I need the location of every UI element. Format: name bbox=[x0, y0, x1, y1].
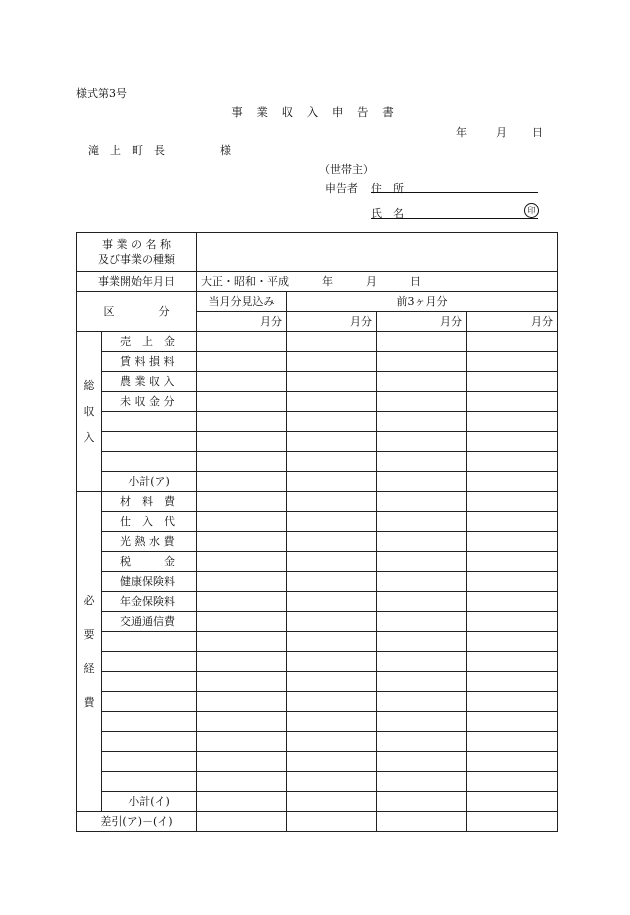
amount-cell[interactable] bbox=[197, 352, 287, 372]
amount-cell[interactable] bbox=[467, 672, 558, 692]
expense-row bbox=[77, 592, 558, 612]
amount-cell[interactable] bbox=[377, 652, 467, 672]
date-line bbox=[456, 124, 543, 140]
business-name-label bbox=[77, 233, 197, 272]
expense-item-label bbox=[102, 692, 197, 712]
amount-cell[interactable] bbox=[467, 432, 558, 452]
amount-cell[interactable] bbox=[287, 512, 377, 532]
start-date-label: 事業開始年月日 bbox=[77, 272, 197, 292]
amount-cell[interactable] bbox=[197, 512, 287, 532]
amount-cell[interactable] bbox=[467, 392, 558, 412]
income-item-label bbox=[102, 432, 197, 452]
start-date-row bbox=[77, 272, 558, 292]
income-row bbox=[77, 432, 558, 452]
expense-row bbox=[77, 752, 558, 772]
income-row bbox=[77, 412, 558, 432]
form-number: 様式第3号 bbox=[76, 87, 127, 100]
difference-row bbox=[77, 812, 558, 832]
amount-cell[interactable] bbox=[287, 812, 377, 832]
business-name-label-line2: 及び事業の種類 bbox=[98, 253, 175, 266]
income-row bbox=[77, 452, 558, 472]
amount-cell[interactable] bbox=[377, 392, 467, 412]
income-declaration-table bbox=[76, 232, 558, 832]
business-name-row bbox=[77, 233, 558, 272]
amount-cell[interactable] bbox=[377, 792, 467, 812]
amount-cell[interactable] bbox=[287, 452, 377, 472]
expense-row bbox=[77, 632, 558, 652]
amount-cell[interactable] bbox=[467, 712, 558, 732]
expense-row bbox=[77, 572, 558, 592]
amount-cell[interactable] bbox=[467, 752, 558, 772]
amount-cell[interactable] bbox=[467, 692, 558, 712]
expense-item-label: 税 金 bbox=[102, 552, 197, 572]
amount-cell[interactable] bbox=[287, 732, 377, 752]
date-year: 年 bbox=[456, 126, 467, 139]
amount-cell[interactable] bbox=[197, 632, 287, 652]
expense-row bbox=[77, 512, 558, 532]
amount-cell[interactable] bbox=[377, 732, 467, 752]
amount-cell[interactable] bbox=[197, 372, 287, 392]
expense-group-label bbox=[77, 492, 102, 812]
amount-cell[interactable] bbox=[467, 572, 558, 592]
amount-cell[interactable] bbox=[197, 672, 287, 692]
amount-cell[interactable] bbox=[197, 752, 287, 772]
amount-cell[interactable] bbox=[287, 472, 377, 492]
amount-cell[interactable] bbox=[377, 332, 467, 352]
expense-row bbox=[77, 492, 558, 512]
difference-label: 差引(ア)－(イ) bbox=[77, 812, 197, 832]
expense-item-label bbox=[102, 652, 197, 672]
amount-cell[interactable] bbox=[197, 332, 287, 352]
amount-cell[interactable] bbox=[467, 472, 558, 492]
expense-item-label: 光 熱 水 費 bbox=[102, 532, 197, 552]
amount-cell[interactable] bbox=[377, 752, 467, 772]
amount-cell[interactable] bbox=[287, 412, 377, 432]
seal-mark: 印 bbox=[524, 203, 539, 218]
amount-cell[interactable] bbox=[377, 432, 467, 452]
amount-cell[interactable] bbox=[197, 792, 287, 812]
income-subtotal-row bbox=[77, 472, 558, 492]
amount-cell[interactable] bbox=[467, 652, 558, 672]
householder-note: （世帯主） bbox=[319, 163, 374, 176]
amount-cell[interactable] bbox=[197, 412, 287, 432]
income-row bbox=[77, 332, 558, 352]
income-item-label: 農 業 収 入 bbox=[102, 372, 197, 392]
amount-cell[interactable] bbox=[467, 512, 558, 532]
amount-cell[interactable] bbox=[287, 592, 377, 612]
expense-item-label bbox=[102, 672, 197, 692]
expense-item-label bbox=[102, 772, 197, 792]
amount-cell[interactable] bbox=[377, 492, 467, 512]
amount-cell[interactable] bbox=[377, 372, 467, 392]
income-subtotal-label: 小計(ア) bbox=[102, 472, 197, 492]
amount-cell[interactable] bbox=[287, 612, 377, 632]
amount-cell[interactable] bbox=[197, 492, 287, 512]
amount-cell[interactable] bbox=[287, 372, 377, 392]
amount-cell[interactable] bbox=[197, 652, 287, 672]
expense-row bbox=[77, 712, 558, 732]
amount-cell[interactable] bbox=[467, 592, 558, 612]
amount-cell[interactable] bbox=[467, 352, 558, 372]
amount-cell[interactable] bbox=[197, 812, 287, 832]
amount-cell[interactable] bbox=[197, 572, 287, 592]
amount-cell[interactable] bbox=[467, 732, 558, 752]
applicant-label: 申告者 bbox=[325, 182, 358, 195]
amount-cell[interactable] bbox=[467, 532, 558, 552]
amount-cell[interactable] bbox=[197, 452, 287, 472]
prev-three-months-header: 前3ヶ月分 bbox=[287, 292, 558, 312]
amount-cell[interactable] bbox=[287, 752, 377, 772]
name-field[interactable] bbox=[371, 218, 538, 219]
income-group-text: 総収入 bbox=[83, 378, 95, 444]
amount-cell[interactable] bbox=[197, 532, 287, 552]
amount-cell[interactable] bbox=[287, 672, 377, 692]
income-item-label bbox=[102, 412, 197, 432]
amount-cell[interactable] bbox=[287, 532, 377, 552]
expense-row bbox=[77, 552, 558, 572]
month-unit-cell: 月分 bbox=[467, 312, 558, 332]
amount-cell[interactable] bbox=[377, 712, 467, 732]
amount-cell[interactable] bbox=[377, 692, 467, 712]
income-item-label: 未 収 金 分 bbox=[102, 392, 197, 412]
amount-cell[interactable] bbox=[377, 772, 467, 792]
amount-cell[interactable] bbox=[467, 452, 558, 472]
expense-subtotal-label: 小計(イ) bbox=[102, 792, 197, 812]
amount-cell[interactable] bbox=[467, 372, 558, 392]
category-header: 区 分 bbox=[77, 292, 197, 332]
amount-cell[interactable] bbox=[287, 332, 377, 352]
expense-item-label bbox=[102, 712, 197, 732]
amount-cell[interactable] bbox=[467, 772, 558, 792]
amount-cell[interactable] bbox=[377, 812, 467, 832]
expense-item-label: 年金保険料 bbox=[102, 592, 197, 612]
amount-cell[interactable] bbox=[467, 792, 558, 812]
month-unit-cell: 月分 bbox=[377, 312, 467, 332]
business-name-label-line1: 事 業 の 名 称 bbox=[102, 238, 171, 251]
amount-cell[interactable] bbox=[287, 432, 377, 452]
amount-cell[interactable] bbox=[377, 672, 467, 692]
amount-cell[interactable] bbox=[197, 692, 287, 712]
amount-cell[interactable] bbox=[377, 452, 467, 472]
income-item-label: 賃 料 損 料 bbox=[102, 352, 197, 372]
expense-item-label bbox=[102, 752, 197, 772]
date-day: 日 bbox=[532, 126, 543, 139]
amount-cell[interactable] bbox=[287, 572, 377, 592]
amount-cell[interactable] bbox=[287, 632, 377, 652]
expense-row bbox=[77, 772, 558, 792]
amount-cell[interactable] bbox=[377, 632, 467, 652]
expense-item-label: 交通通信費 bbox=[102, 612, 197, 632]
amount-cell[interactable] bbox=[377, 412, 467, 432]
expense-item-label: 仕 入 代 bbox=[102, 512, 197, 532]
amount-cell[interactable] bbox=[467, 412, 558, 432]
amount-cell[interactable] bbox=[287, 692, 377, 712]
expense-row bbox=[77, 532, 558, 552]
amount-cell[interactable] bbox=[287, 652, 377, 672]
amount-cell[interactable] bbox=[377, 472, 467, 492]
expense-item-label bbox=[102, 632, 197, 652]
amount-cell[interactable] bbox=[197, 772, 287, 792]
expense-group-text: 必要経費 bbox=[83, 593, 95, 709]
header-row-1 bbox=[77, 292, 558, 312]
amount-cell[interactable] bbox=[197, 732, 287, 752]
expense-subtotal-row bbox=[77, 792, 558, 812]
amount-cell[interactable] bbox=[377, 532, 467, 552]
start-date-field[interactable]: 大正・昭和・平成 年 月 日 bbox=[197, 272, 558, 292]
amount-cell[interactable] bbox=[467, 492, 558, 512]
expense-row bbox=[77, 672, 558, 692]
income-row bbox=[77, 372, 558, 392]
expense-item-label bbox=[102, 732, 197, 752]
amount-cell[interactable] bbox=[467, 612, 558, 632]
expense-item-label: 健康保険料 bbox=[102, 572, 197, 592]
expense-row bbox=[77, 612, 558, 632]
amount-cell[interactable] bbox=[197, 472, 287, 492]
amount-cell[interactable] bbox=[377, 592, 467, 612]
month-unit-cell: 月分 bbox=[287, 312, 377, 332]
amount-cell[interactable] bbox=[287, 712, 377, 732]
month-unit-cell: 月分 bbox=[197, 312, 287, 332]
amount-cell[interactable] bbox=[197, 432, 287, 452]
amount-cell[interactable] bbox=[287, 392, 377, 412]
amount-cell[interactable] bbox=[377, 612, 467, 632]
address-field[interactable] bbox=[371, 192, 538, 193]
amount-cell[interactable] bbox=[197, 392, 287, 412]
amount-cell[interactable] bbox=[467, 632, 558, 652]
amount-cell[interactable] bbox=[467, 332, 558, 352]
amount-cell[interactable] bbox=[467, 552, 558, 572]
expense-row bbox=[77, 732, 558, 752]
income-row bbox=[77, 392, 558, 412]
expense-item-label: 材 料 費 bbox=[102, 492, 197, 512]
expense-row bbox=[77, 692, 558, 712]
income-group-label bbox=[77, 332, 102, 492]
amount-cell[interactable] bbox=[377, 572, 467, 592]
amount-cell[interactable] bbox=[287, 352, 377, 372]
amount-cell[interactable] bbox=[287, 492, 377, 512]
amount-cell[interactable] bbox=[377, 352, 467, 372]
income-item-label bbox=[102, 452, 197, 472]
document-title: 事 業 収 入 申 告 書 bbox=[231, 105, 399, 119]
amount-cell[interactable] bbox=[377, 512, 467, 532]
address-label: 住 所 bbox=[371, 182, 404, 195]
amount-cell[interactable] bbox=[197, 592, 287, 612]
income-item-label: 売 上 金 bbox=[102, 332, 197, 352]
amount-cell[interactable] bbox=[197, 552, 287, 572]
business-name-field[interactable] bbox=[197, 233, 558, 272]
income-row bbox=[77, 352, 558, 372]
amount-cell[interactable] bbox=[197, 712, 287, 732]
amount-cell[interactable] bbox=[287, 772, 377, 792]
expense-row bbox=[77, 652, 558, 672]
amount-cell[interactable] bbox=[287, 552, 377, 572]
current-month-header: 当月分見込み bbox=[197, 292, 287, 312]
amount-cell[interactable] bbox=[377, 552, 467, 572]
addressee: 滝 上 町 長 様 bbox=[88, 144, 231, 157]
name-label: 氏 名 bbox=[371, 207, 404, 220]
amount-cell[interactable] bbox=[287, 792, 377, 812]
amount-cell[interactable] bbox=[467, 812, 558, 832]
amount-cell[interactable] bbox=[197, 612, 287, 632]
date-month: 月 bbox=[496, 126, 507, 139]
